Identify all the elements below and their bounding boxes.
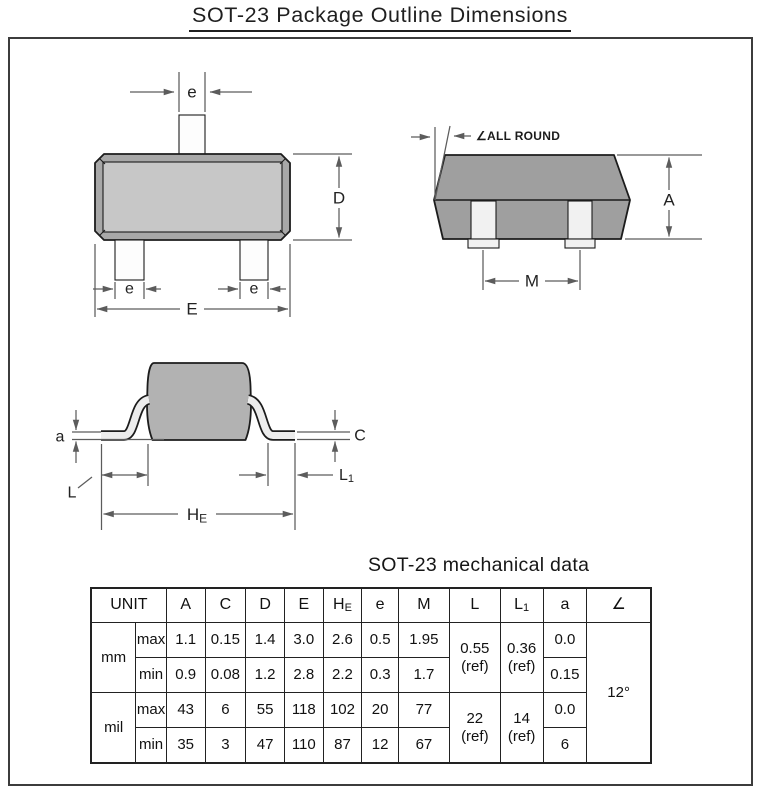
drawing-frame	[8, 37, 753, 786]
mil-min-e: 12	[362, 728, 399, 764]
col-header-E: E	[284, 588, 323, 623]
header-row	[91, 588, 651, 623]
label-L: L	[67, 484, 77, 502]
top-view-drawing	[62, 62, 362, 327]
mil-min-label: min	[136, 728, 167, 764]
mm-min-M: 1.7	[398, 658, 449, 693]
col-header-M: M	[398, 588, 449, 623]
front-lead-right	[568, 201, 592, 239]
label-D: D	[332, 188, 346, 208]
mm-max-C: 0.15	[205, 623, 246, 658]
dim-L1	[239, 443, 354, 530]
col-header-A: A	[166, 588, 205, 623]
bottom-lead-right	[240, 240, 268, 280]
perspective-view-drawing	[397, 107, 707, 297]
mil-min-M: 67	[398, 728, 449, 764]
label-e-bottom-right: e	[249, 280, 259, 298]
unit-mm: mm	[91, 623, 136, 693]
col-header-e: e	[362, 588, 399, 623]
mm-max-label: max	[136, 623, 167, 658]
col-header-HE: HE	[323, 588, 362, 623]
side-view-drawing	[52, 342, 392, 542]
mechanical-data-table	[90, 587, 652, 764]
mm-min-A: 0.9	[166, 658, 205, 693]
bottom-lead-left	[115, 240, 144, 280]
front-lead-left-tab	[468, 239, 499, 248]
mil-max-A: 43	[166, 693, 205, 728]
label-all-round: ∠ALL ROUND	[476, 129, 561, 143]
label-e-bottom-left: e	[125, 280, 134, 298]
top-lead	[179, 115, 205, 155]
col-header-L1: L1	[500, 588, 543, 623]
mm-min-e: 0.3	[362, 658, 399, 693]
page-title-row	[0, 3, 760, 32]
front-lead-left	[471, 201, 496, 239]
dim-L	[68, 444, 148, 502]
mil-min-C: 3	[205, 728, 246, 764]
unit-mil: mil	[91, 693, 136, 764]
label-E: E	[186, 299, 198, 319]
mm-max-D: 1.4	[246, 623, 285, 658]
row-mm-max	[91, 623, 651, 658]
page-title: SOT-23 Package Outline Dimensions	[189, 3, 571, 32]
row-mil-min	[91, 728, 651, 764]
label-A: A	[663, 190, 675, 210]
mil-max-label: max	[136, 693, 167, 728]
mil-L-ref: 22 (ref)	[449, 693, 500, 764]
mm-max-e: 0.5	[362, 623, 399, 658]
mm-min-HE: 2.2	[323, 658, 362, 693]
package-body-side-view	[147, 363, 251, 440]
table-title: SOT-23 mechanical data	[368, 554, 590, 576]
mil-max-e: 20	[362, 693, 399, 728]
mm-max-A: 1.1	[166, 623, 205, 658]
col-header-a: a	[543, 588, 587, 623]
mm-max-a: 0.0	[543, 623, 587, 658]
dim-e-bottom-left	[93, 281, 161, 300]
mil-max-HE: 102	[323, 693, 362, 728]
package-body-top-view	[95, 154, 290, 240]
label-a: a	[55, 428, 65, 446]
mil-max-a: 0.0	[543, 693, 587, 728]
mm-min-E: 2.8	[284, 658, 323, 693]
label-M: M	[524, 271, 540, 291]
mm-max-HE: 2.6	[323, 623, 362, 658]
mil-max-D: 55	[246, 693, 285, 728]
col-header-angle: ∠	[587, 588, 651, 623]
label-L1: $L_1$	[339, 466, 355, 485]
row-mm-min	[91, 658, 651, 693]
package-body-perspective	[434, 155, 630, 239]
mm-max-M: 1.95	[398, 623, 449, 658]
mil-max-M: 77	[398, 693, 449, 728]
col-header-unit: UNIT	[91, 588, 166, 623]
mil-min-E: 110	[284, 728, 323, 764]
mil-min-D: 47	[246, 728, 285, 764]
col-header-C: C	[205, 588, 246, 623]
col-header-D: D	[246, 588, 285, 623]
mil-min-A: 35	[166, 728, 205, 764]
dim-M	[483, 250, 580, 291]
mil-min-a: 6	[543, 728, 587, 764]
front-lead-right-tab	[565, 239, 595, 248]
row-mil-max	[91, 693, 651, 728]
mm-min-C: 0.08	[205, 658, 246, 693]
mm-L1-ref: 0.36 (ref)	[500, 623, 543, 693]
mm-min-a: 0.15	[543, 658, 587, 693]
mil-min-HE: 87	[323, 728, 362, 764]
label-C: C	[354, 427, 366, 445]
col-header-L: L	[449, 588, 500, 623]
mil-max-E: 118	[284, 693, 323, 728]
angle-value: 12°	[587, 623, 651, 764]
mm-L-ref: 0.55 (ref)	[449, 623, 500, 693]
mm-min-label: min	[136, 658, 167, 693]
mm-min-D: 1.2	[246, 658, 285, 693]
label-e-top: e	[187, 82, 197, 102]
label-HE: $H_E$	[186, 504, 208, 526]
mm-max-E: 3.0	[284, 623, 323, 658]
dim-HE	[102, 444, 294, 530]
dim-C	[297, 410, 366, 462]
dim-D	[293, 154, 352, 240]
dim-e-top	[130, 72, 252, 112]
mil-L1-ref: 14 (ref)	[500, 693, 543, 764]
dim-e-bottom-right	[218, 281, 286, 300]
mil-max-C: 6	[205, 693, 246, 728]
